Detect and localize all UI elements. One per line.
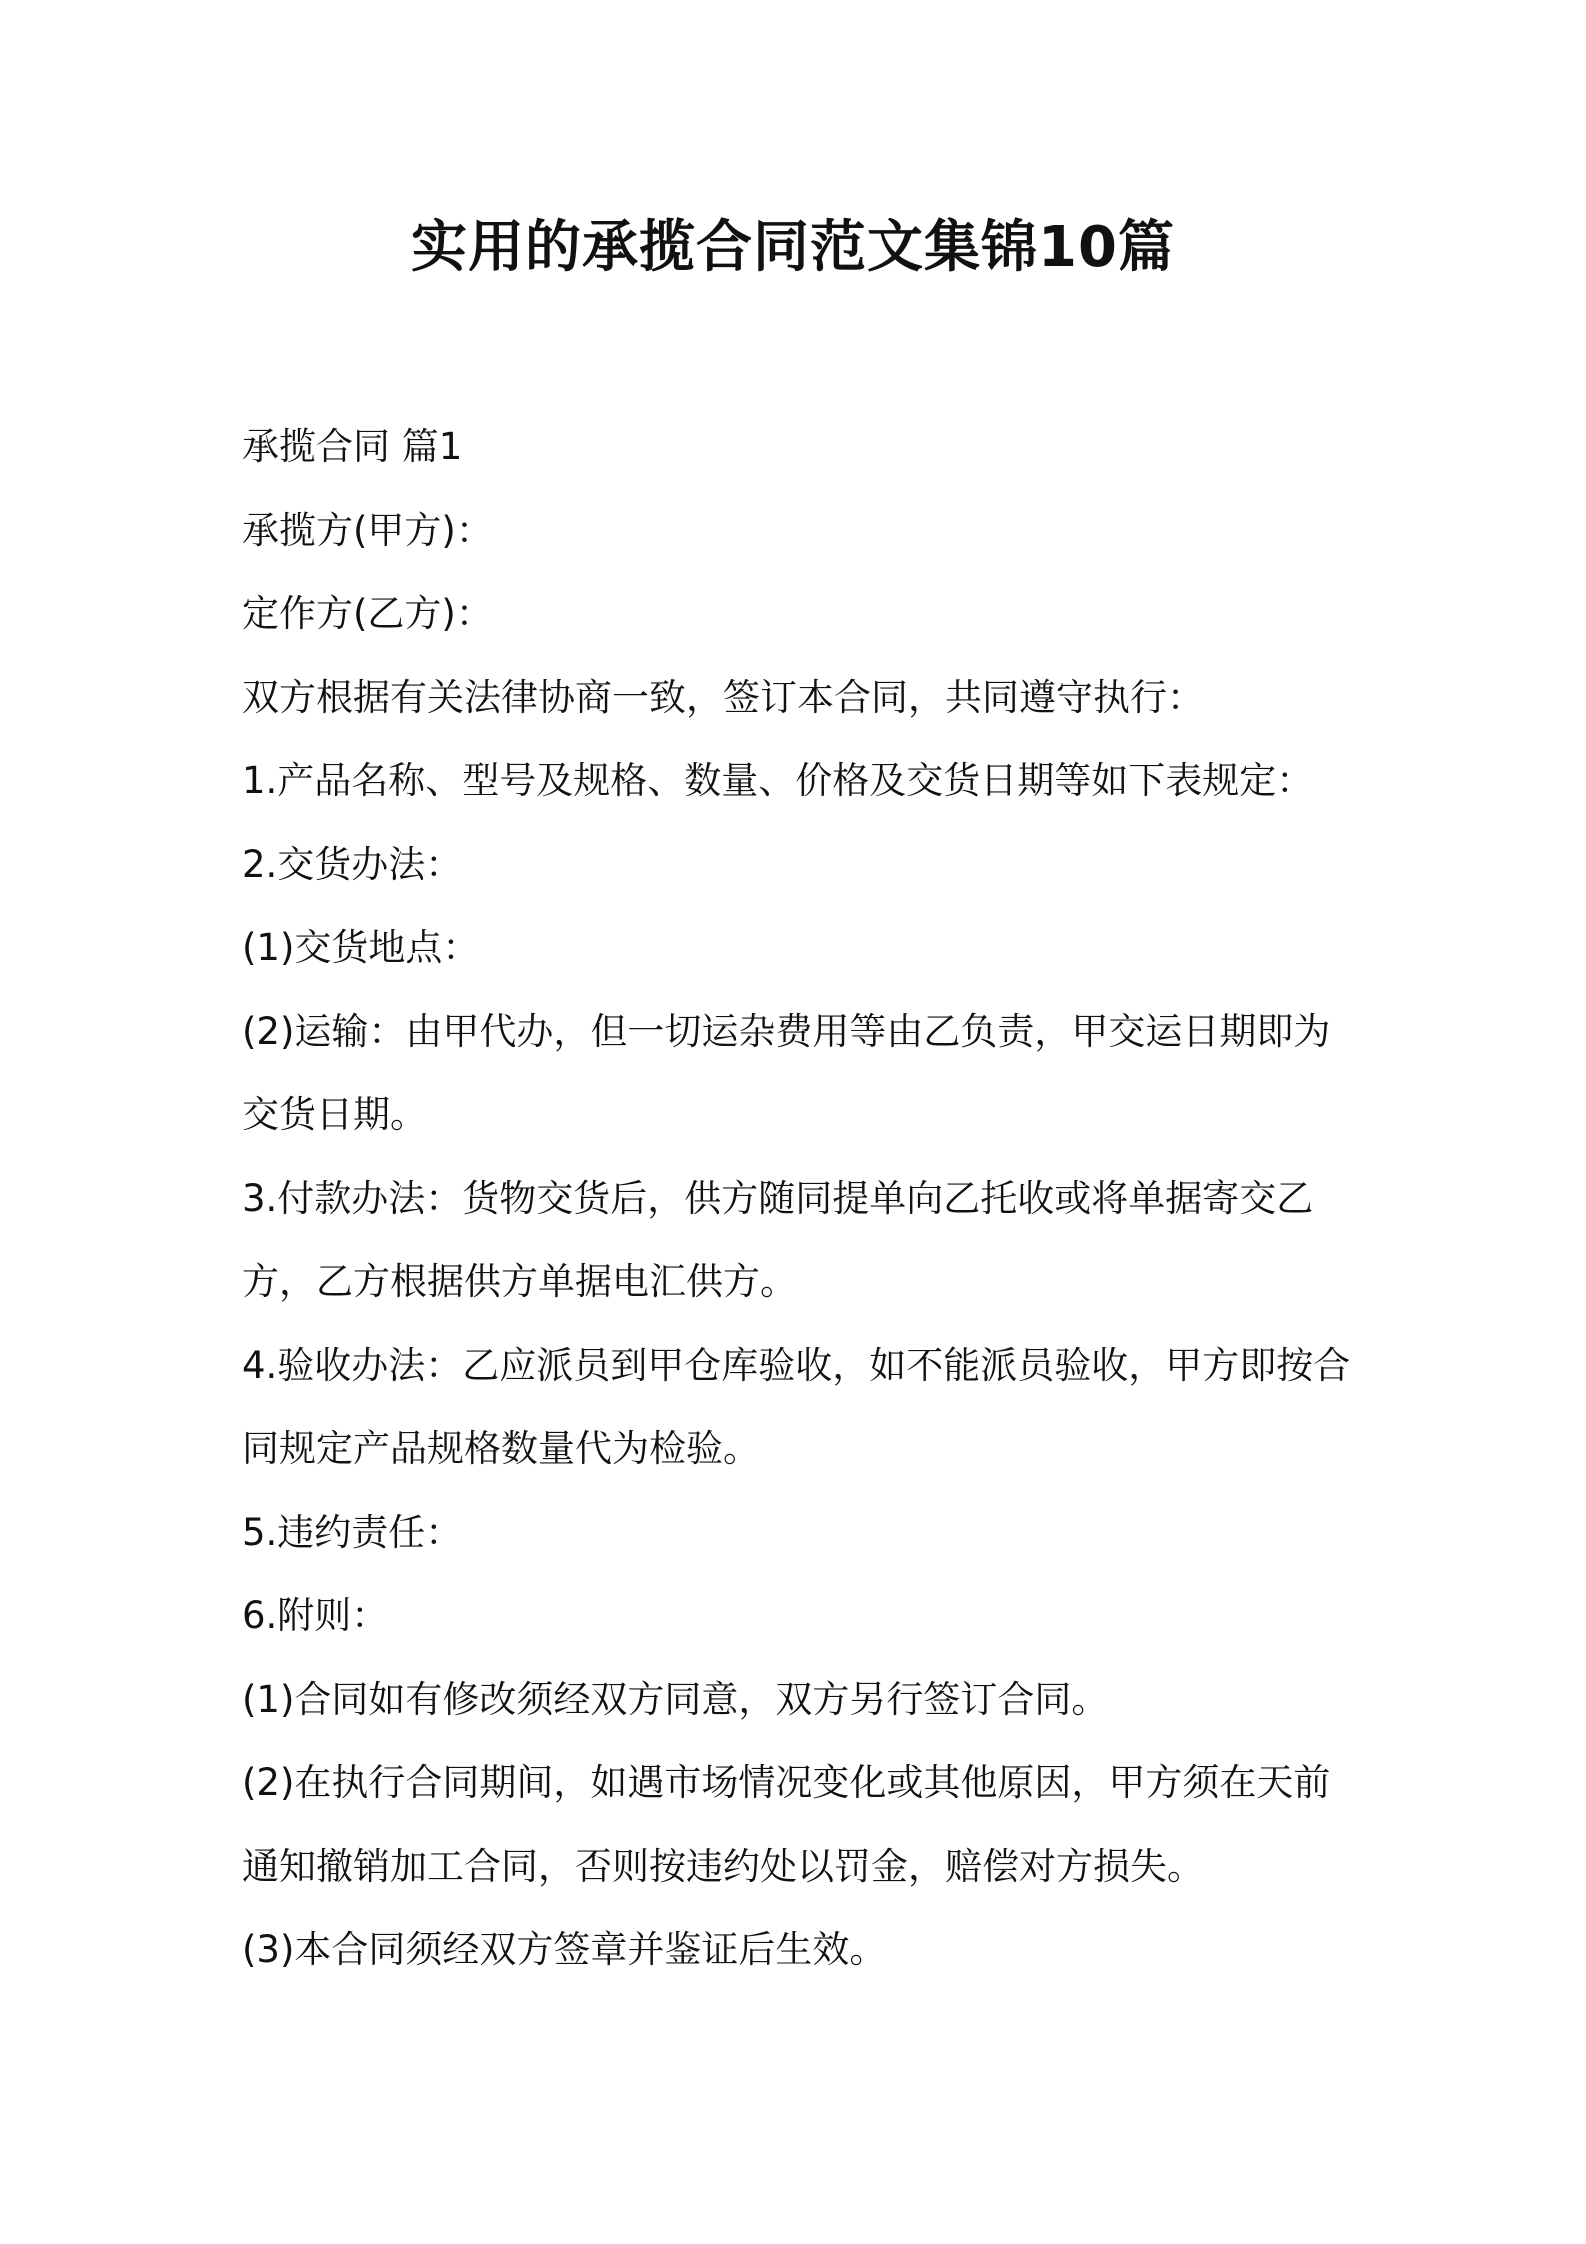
clause-2-1-location: (1)交货地点： <box>242 926 480 969</box>
clause-6-3-effective: (3)本合同须经双方签章并鉴证后生效。 <box>242 1928 887 1971</box>
clause-1-product: 1.产品名称、型号及规格、数量、价格及交货日期等如下表规定： <box>242 759 1314 802</box>
clause-2-delivery: 2.交货办法： <box>242 842 463 886</box>
clause-3-payment: 3.付款办法：货物交货后，供方随同提单向乙托收或将单据寄交乙方，乙方根据供方单据电汇供方。 <box>242 1176 1314 1303</box>
clause-6-supplementary: 6.附则： <box>242 1594 389 1637</box>
document-body <box>242 405 1357 1992</box>
section-heading: 承揽合同 篇1 <box>242 425 463 468</box>
clause-5-liability: 5.违约责任： <box>242 1510 463 1554</box>
clause-2-2-transport: (2)运输：由甲代办，但一切运杂费用等由乙负责，甲交运日期即为交货日期。 <box>242 1009 1331 1136</box>
party-b-line: 定作方(乙方)： <box>242 592 493 635</box>
clause-6-2-termination: (2)在执行合同期间，如遇市场情况变化或其他原因，甲方须在天前通知撤销加工合同，否则按违约处以罚金，赔偿对方损失。 <box>242 1761 1331 1888</box>
document-title: 实用的承揽合同范文集锦10篇 <box>411 215 1175 280</box>
party-a-line: 承揽方(甲方)： <box>242 508 493 552</box>
preamble-paragraph: 双方根据有关法律协商一致，签订本合同，共同遵守执行： <box>242 675 1204 719</box>
clause-4-acceptance: 4.验收办法：乙应派员到甲仓库验收，如不能派员验收，甲方即按合同规定产品规格数量代为检验。 <box>242 1343 1351 1470</box>
clause-6-1-amendment: (1)合同如有修改须经双方同意，双方另行签订合同。 <box>242 1677 1109 1721</box>
